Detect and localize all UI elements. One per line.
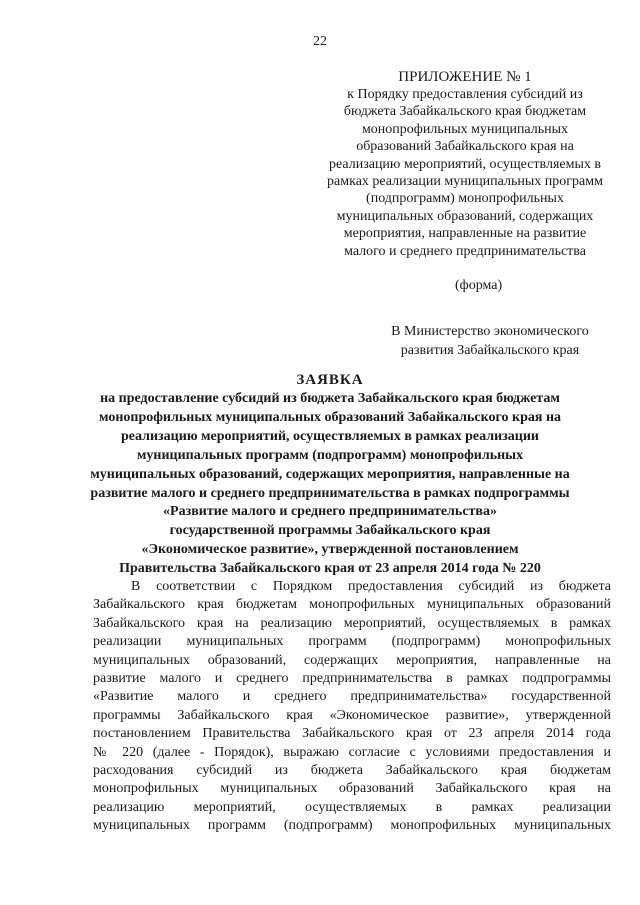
document-title-block: [60, 370, 600, 579]
body-line: реализации муниципальных программ (подпрограмм) монопрофильных: [93, 634, 611, 650]
body-line: монопрофильных муниципальных образований Забайкальского края на: [93, 781, 611, 797]
appendix-line: монопрофильных муниципальных: [361, 121, 569, 137]
subtitle-line: «Экономическое развитие», утвержденной постановлением: [141, 542, 519, 558]
body-line: В соответствии с Порядком предоставления субсидий из бюджета: [131, 579, 611, 594]
addressee-line: развития Забайкальского края: [400, 343, 580, 358]
addressee-line: В Министерство экономического: [391, 324, 589, 339]
body-line: № 220 (далее - Порядок), выражаю согласие с условиями предоставления и: [93, 744, 611, 760]
appendix-line: (подпрограмм) монопрофильных: [366, 191, 564, 207]
document-title: ЗАЯВКА: [296, 372, 364, 388]
appendix-line: реализацию мероприятий, осуществляемых в: [329, 156, 601, 172]
appendix-line: мероприятия, направленные на развитие: [343, 226, 587, 242]
appendix-heading: ПРИЛОЖЕНИЕ № 1: [398, 69, 532, 85]
subtitle-line: на предоставление субсидий из бюджета Забайкальского края бюджетам: [100, 391, 560, 406]
body-paragraph: [93, 578, 611, 836]
body-line: муниципальных образований, содержащих мероприятия, направленные на: [93, 652, 611, 668]
addressee-block: [360, 322, 620, 360]
subtitle-line: реализацию мероприятий, осуществляемых в рамках реализации: [121, 428, 539, 444]
subtitle-line: «Развитие малого и среднего предпринимательства»: [163, 504, 497, 520]
appendix-line: малого и среднего предпринимательства: [344, 243, 586, 259]
body-line: реализацию мероприятий, осуществляемых в рамках реализации: [93, 799, 611, 815]
body-line: постановлением Правительства Забайкальского края от 23 апреля 2014 года: [93, 726, 611, 742]
body-line: «Развитие малого и среднего предпринимательства» государственной: [93, 689, 611, 705]
body-line: расходования субсидий из бюджета Забайкальского края бюджетам: [93, 763, 611, 779]
subtitle-line: государственной программы Забайкальского края: [169, 523, 491, 539]
subtitle-line: монопрофильных муниципальных образований Забайкальского края на: [98, 409, 562, 425]
body-line: Забайкальского края бюджетам монопрофильных муниципальных образований: [93, 597, 611, 613]
subtitle-line: развитие малого и среднего предпринимательства в рамках подпрограммы: [90, 485, 570, 501]
appendix-block: [300, 68, 630, 260]
appendix-line: к Порядку предоставления субсидий из: [347, 87, 583, 102]
appendix-line: рамках реализации муниципальных программ: [327, 174, 603, 190]
form-mark: (форма): [455, 278, 503, 293]
appendix-line: образований Забайкальского края на: [356, 139, 574, 155]
appendix-line: муниципальных образований, содержащих: [336, 208, 594, 224]
subtitle-line: Правительства Забайкальского края от 23 апреля 2014 года № 220: [119, 561, 541, 577]
document-subtitle: [60, 390, 600, 579]
page-number: 22: [313, 34, 327, 49]
body-line: муниципальных программ (подпрограмм) монопрофильных муниципальных: [93, 818, 611, 834]
body-line: Забайкальского края на реализацию мероприятий, осуществляемых в рамках: [93, 615, 611, 631]
appendix-line: бюджета Забайкальского края бюджетам: [343, 104, 587, 120]
body-line: развитие малого и среднего предпринимательства в рамках подпрограммы: [93, 671, 611, 687]
body-line: программы Забайкальского края «Экономическое развитие», утвержденной: [93, 707, 611, 723]
subtitle-line: муниципальных программ (подпрограмм) монопрофильных: [136, 447, 524, 463]
subtitle-line: муниципальных образований, содержащих мероприятия, направленные на: [90, 466, 570, 482]
